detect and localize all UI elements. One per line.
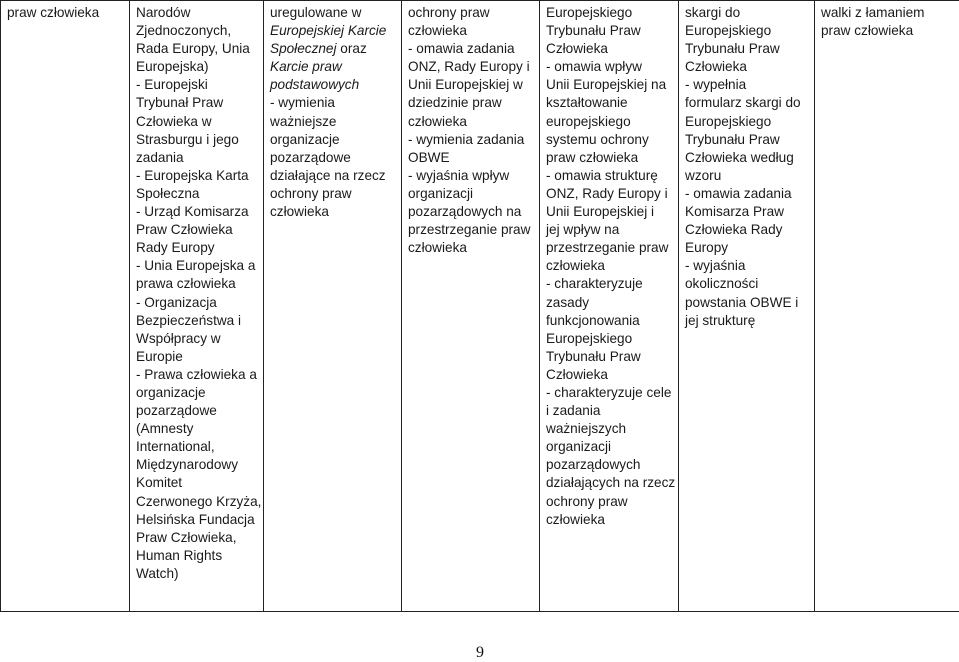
cell-text-line (685, 221, 808, 239)
cell-text: Watch) (136, 566, 179, 581)
cell-text-line (546, 456, 672, 474)
cell-text-line (546, 94, 672, 112)
cell-text-line (408, 94, 533, 112)
cell-text: człowieka (546, 258, 605, 273)
cell-text: praw człowieka (821, 23, 913, 38)
cell-text-line (546, 474, 672, 492)
cell-text: Człowieka według (685, 150, 794, 165)
cell-text: człowieka (270, 204, 329, 219)
cell-text: ochrony praw (546, 494, 628, 509)
cell-text-line (270, 4, 395, 22)
cell-text: działających na rzecz (546, 475, 675, 490)
cell-text-line (685, 4, 808, 22)
cell-text-line (546, 330, 672, 348)
cell-text: organizacje (270, 132, 340, 147)
cell-text: praw człowieka (7, 5, 99, 20)
cell-text: człowieka (408, 240, 467, 255)
cell-text-line (270, 58, 395, 76)
cell-text-line (546, 275, 672, 293)
cell-text: działające na rzecz (270, 168, 386, 183)
cell-text-line (408, 113, 533, 131)
cell-text-line (821, 4, 953, 22)
cell-text-line (136, 493, 257, 511)
cell-text-suffix: oraz (337, 41, 367, 56)
cell-text-line (408, 40, 533, 58)
cell-text: Czerwonego Krzyża, (136, 494, 261, 509)
cell-text-line (685, 275, 808, 293)
cell-text: Człowieka Rady (685, 222, 782, 237)
cell-text-line (270, 185, 395, 203)
cell-text: przestrzeganie praw (408, 222, 530, 237)
cell-text-line (546, 438, 672, 456)
cell-text-line (546, 22, 672, 40)
cell-text: organizacji (408, 186, 473, 201)
cell-text: człowieka (408, 114, 467, 129)
cell-text-line (136, 330, 257, 348)
cell-text: - Prawa człowieka a (136, 367, 257, 382)
cell-text-line (136, 4, 257, 22)
cell-text-line (136, 167, 257, 185)
table-cell-col-4 (402, 1, 540, 612)
cell-text: - Europejska Karta (136, 168, 249, 183)
cell-text-line (136, 547, 257, 565)
cell-text-line (136, 511, 257, 529)
cell-text: wzoru (685, 168, 721, 183)
cell-text-line (270, 76, 395, 94)
cell-text-line (136, 203, 257, 221)
cell-text: - wypełnia (685, 77, 746, 92)
cell-text-line (546, 4, 672, 22)
cell-text-line (136, 474, 257, 492)
cell-text-line (136, 529, 257, 547)
cell-text-line (408, 22, 533, 40)
cell-text: jej wpływ na (546, 222, 619, 237)
cell-text: - omawia zadania (685, 186, 792, 201)
cell-text-line (136, 294, 257, 312)
cell-text: Komisarza Praw (685, 204, 784, 219)
cell-text-line (685, 149, 808, 167)
cell-text: Współpracy w (136, 331, 221, 346)
cell-text-line (685, 239, 808, 257)
cell-text: praw człowieka (546, 150, 638, 165)
table-cell-col-5 (540, 1, 679, 612)
cell-text-line (546, 149, 672, 167)
cell-text-line (546, 221, 672, 239)
cell-text-line (270, 167, 395, 185)
cell-text: ONZ, Rady Europy i (408, 59, 530, 74)
cell-text-line (685, 94, 808, 112)
cell-text-line (546, 203, 672, 221)
cell-text: pozarządowe (136, 403, 217, 418)
cell-text: Społecznej (270, 41, 337, 56)
cell-text-line (546, 239, 672, 257)
cell-text: Człowieka w (136, 114, 212, 129)
cell-text-line (408, 58, 533, 76)
cell-text-line (685, 131, 808, 149)
cell-text-line (270, 113, 395, 131)
cell-text: Europejska) (136, 59, 209, 74)
cell-text-line (408, 185, 533, 203)
cell-text-line (546, 384, 672, 402)
cell-text-line (136, 76, 257, 94)
cell-text-line (685, 58, 808, 76)
cell-text-line (408, 203, 533, 221)
cell-text-line (546, 493, 672, 511)
cell-text: Human Rights (136, 548, 222, 563)
cell-text-line (136, 402, 257, 420)
cell-text: Człowieka (546, 367, 608, 382)
cell-text-line (685, 257, 808, 275)
cell-text-line (685, 294, 808, 312)
cell-text: Człowieka (685, 59, 747, 74)
cell-text: powstania OBWE i (685, 295, 798, 310)
cell-text: i zadania (546, 403, 600, 418)
cell-text: zasady (546, 295, 589, 310)
cell-text-line (136, 257, 257, 275)
table-cell-col-3 (264, 1, 402, 612)
cell-text: - omawia strukturę (546, 168, 658, 183)
cell-text-line (408, 131, 533, 149)
cell-text-line (546, 348, 672, 366)
cell-text: Komitet (136, 475, 182, 490)
cell-text-line (685, 312, 808, 330)
cell-text-line (546, 312, 672, 330)
cell-text: prawa człowieka (136, 276, 236, 291)
cell-text-line (270, 40, 395, 58)
cell-text: Europejskiego (685, 23, 771, 38)
cell-text: (Amnesty (136, 421, 193, 436)
cell-text: Unii Europejskiej i (546, 204, 654, 219)
cell-text-line (408, 239, 533, 257)
cell-text: Trybunału Praw (546, 23, 641, 38)
cell-text: - omawia zadania (408, 41, 515, 56)
page-number: 9 (470, 644, 490, 662)
cell-text: Strasburgu i jego (136, 132, 239, 147)
cell-text-line (270, 149, 395, 167)
cell-text: Unii Europejskiej na (546, 77, 666, 92)
cell-text: - charakteryzuje (546, 276, 643, 291)
cell-text: Rada Europy, Unia (136, 41, 250, 56)
cell-text: zadania (136, 150, 184, 165)
cell-text-line (136, 131, 257, 149)
cell-text: Zjednoczonych, (136, 23, 231, 38)
cell-text: organizacji (546, 439, 611, 454)
cell-text: pozarządowe (270, 150, 351, 165)
cell-text: pozarządowych (546, 457, 640, 472)
cell-text: Społeczna (136, 186, 199, 201)
cell-text: Europejskiego (685, 114, 771, 129)
cell-text-line (408, 4, 533, 22)
cell-text: - Unia Europejska a (136, 258, 255, 273)
cell-text-line (546, 131, 672, 149)
cell-text: ważniejszych (546, 421, 626, 436)
cell-text-line (546, 185, 672, 203)
cell-text-line (136, 456, 257, 474)
cell-text-line (685, 40, 808, 58)
cell-text: Europejskiego (546, 331, 632, 346)
cell-text: kształtowanie (546, 95, 628, 110)
cell-text-line (270, 22, 395, 40)
cell-text: International, (136, 439, 215, 454)
cell-text: Europejskiego (546, 5, 632, 20)
cell-text: Europejskiej Karcie (270, 23, 386, 38)
cell-text-line (546, 294, 672, 312)
cell-text: okoliczności (685, 276, 758, 291)
cell-text-line (546, 167, 672, 185)
cell-text: - Organizacja (136, 295, 217, 310)
cell-text-line (821, 22, 953, 40)
cell-text: Europy (685, 240, 728, 255)
cell-text: - wyjaśnia (685, 258, 745, 273)
cell-text: formularz skargi do (685, 95, 801, 110)
cell-text-line (136, 185, 257, 203)
cell-text-line (685, 76, 808, 94)
cell-text-line (136, 94, 257, 112)
cell-text-line (7, 4, 123, 22)
cell-text: Karcie praw (270, 59, 342, 74)
cell-text: Helsińska Fundacja (136, 512, 255, 527)
cell-text-line (270, 131, 395, 149)
cell-text-line (546, 40, 672, 58)
cell-text-line (546, 402, 672, 420)
cell-text: pozarządowych na (408, 204, 521, 219)
cell-text-line (136, 275, 257, 293)
cell-text-line (136, 58, 257, 76)
cell-text-line (546, 113, 672, 131)
cell-text: ONZ, Rady Europy i (546, 186, 668, 201)
cell-text: Praw Człowieka, (136, 530, 236, 545)
cell-text-line (685, 22, 808, 40)
cell-text-line (270, 94, 395, 112)
cell-text-line (136, 420, 257, 438)
cell-text: jej strukturę (685, 313, 755, 328)
cell-text-line (685, 167, 808, 185)
table-row (1, 1, 959, 612)
cell-text: organizacje (136, 385, 206, 400)
cell-text-line (546, 366, 672, 384)
table-cell-col-6 (679, 1, 815, 612)
cell-text: Praw Człowieka (136, 222, 233, 237)
cell-text: - wymienia (270, 95, 335, 110)
cell-text-line (546, 58, 672, 76)
cell-text: ważniejsze (270, 114, 337, 129)
cell-text-line (136, 438, 257, 456)
cell-text-line (136, 149, 257, 167)
table-cell-col-1 (1, 1, 130, 612)
cell-text: Trybunał Praw (136, 95, 223, 110)
cell-text: OBWE (408, 150, 450, 165)
cell-text-line (546, 257, 672, 275)
cell-text-line (408, 76, 533, 94)
cell-text: - wymienia zadania (408, 132, 524, 147)
cell-text: człowieka (408, 23, 467, 38)
cell-text-line (136, 113, 257, 131)
cell-text-line (408, 221, 533, 239)
cell-text-line (136, 384, 257, 402)
cell-text: człowieka (546, 512, 605, 527)
cell-text: przestrzeganie praw (546, 240, 668, 255)
cell-text: Europie (136, 349, 183, 364)
cell-text: - omawia wpływ (546, 59, 642, 74)
cell-text: Rady Europy (136, 240, 215, 255)
cell-text: Narodów (136, 5, 190, 20)
cell-text: skargi do (685, 5, 740, 20)
cell-text: ochrony praw (408, 5, 490, 20)
cell-text: Trybunału Praw (546, 349, 641, 364)
cell-text: Bezpieczeństwa i (136, 313, 241, 328)
cell-text-line (136, 366, 257, 384)
cell-text: Międzynarodowy (136, 457, 238, 472)
cell-text: ochrony praw (270, 186, 352, 201)
cell-text-line (136, 348, 257, 366)
cell-text-line (136, 565, 257, 583)
cell-text: dziedzinie praw (408, 95, 502, 110)
cell-text: - Europejski (136, 77, 208, 92)
cell-text-line (136, 312, 257, 330)
cell-text: systemu ochrony (546, 132, 649, 147)
cell-text: - wyjaśnia wpływ (408, 168, 509, 183)
cell-text: podstawowych (270, 77, 359, 92)
cell-text-line (685, 185, 808, 203)
cell-text-line (136, 40, 257, 58)
cell-text-line (408, 167, 533, 185)
cell-text: - Urząd Komisarza (136, 204, 249, 219)
cell-text: walki z łamaniem (821, 5, 925, 20)
cell-text-line (136, 239, 257, 257)
cell-text: - charakteryzuje cele (546, 385, 671, 400)
cell-text: Unii Europejskiej w (408, 77, 523, 92)
cell-text-line (546, 420, 672, 438)
cell-text: funkcjonowania (546, 313, 640, 328)
cell-text-line (270, 203, 395, 221)
cell-text-line (685, 203, 808, 221)
cell-text-line (408, 149, 533, 167)
table-cell-col-7 (815, 1, 959, 612)
cell-text-line (546, 511, 672, 529)
cell-text: Człowieka (546, 41, 608, 56)
table-cell-col-2 (130, 1, 264, 612)
cell-text-line (685, 113, 808, 131)
cell-text-line (136, 221, 257, 239)
cell-text-line (136, 22, 257, 40)
cell-text: uregulowane w (270, 5, 361, 20)
cell-text: Trybunału Praw (685, 132, 780, 147)
cell-text-line (546, 76, 672, 94)
cell-text: europejskiego (546, 114, 631, 129)
cell-text: Trybunału Praw (685, 41, 780, 56)
